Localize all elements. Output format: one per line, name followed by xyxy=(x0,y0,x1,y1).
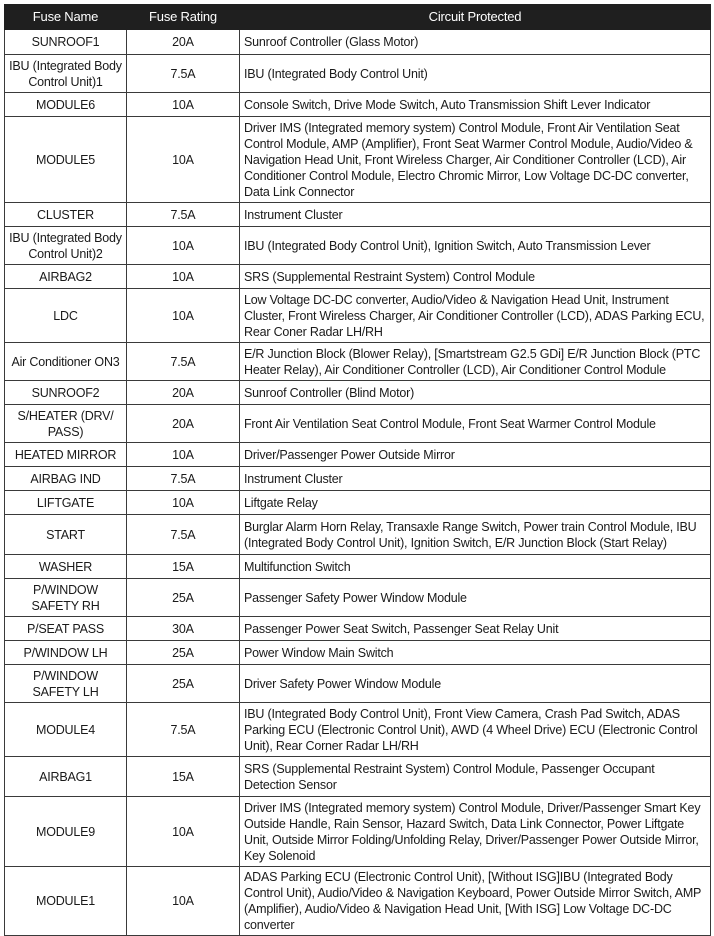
circuit-protected-cell: Low Voltage DC-DC converter, Audio/Video & Navigation Head Unit, Instrument Cluster, Front Wireless Charger, Air Conditioner Controller (LCD), ADAS Parking ECU, Rear Coner Radar LH/RH xyxy=(240,289,711,343)
fuse-rating-cell: 10A xyxy=(127,93,240,117)
table-row xyxy=(5,55,711,93)
circuit-protected-cell: Driver IMS (Integrated memory system) Control Module, Driver/Passenger Smart Key Outside Handle, Rain Sensor, Hazard Switch, Data Link Connector, Power Liftgate Unit, Outside Mirror Folding/Unfolding Relay, Driver/Passenger Power Outside Mirror, Key Solenoid xyxy=(240,797,711,867)
fuse-name-cell: P/WINDOW LH xyxy=(5,641,127,665)
fuse-rating-cell: 10A xyxy=(127,443,240,467)
circuit-protected-cell: IBU (Integrated Body Control Unit), Front View Camera, Crash Pad Switch, ADAS Parking ECU (Electronic Control Unit), AWD (4 Wheel Drive) ECU (Electronic Control Unit), Rear Corner Radar LH/RH xyxy=(240,703,711,757)
table-row xyxy=(5,617,711,641)
fuse-name-cell: P/WINDOW SAFETY LH xyxy=(5,665,127,703)
fuse-name-cell: MODULE6 xyxy=(5,93,127,117)
fuse-name-cell: MODULE4 xyxy=(5,703,127,757)
circuit-protected-cell: IBU (Integrated Body Control Unit), Ignition Switch, Auto Transmission Lever xyxy=(240,227,711,265)
circuit-protected-cell: Passenger Safety Power Window Module xyxy=(240,579,711,617)
fuse-name-cell: AIRBAG IND xyxy=(5,467,127,491)
fuse-name-cell: MODULE9 xyxy=(5,797,127,867)
table-row xyxy=(5,443,711,467)
fuse-rating-cell: 10A xyxy=(127,289,240,343)
table-row xyxy=(5,665,711,703)
fuse-rating-cell: 10A xyxy=(127,867,240,936)
table-row xyxy=(5,467,711,491)
table-row xyxy=(5,227,711,265)
circuit-protected-cell: Power Window Main Switch xyxy=(240,641,711,665)
header-fuse-name: Fuse Name xyxy=(5,5,127,30)
fuse-rating-cell: 10A xyxy=(127,117,240,203)
circuit-protected-cell: Liftgate Relay xyxy=(240,491,711,515)
circuit-protected-cell: Sunroof Controller (Blind Motor) xyxy=(240,381,711,405)
table-row xyxy=(5,555,711,579)
table-row xyxy=(5,117,711,203)
circuit-protected-cell: Instrument Cluster xyxy=(240,203,711,227)
table-row xyxy=(5,757,711,797)
circuit-protected-cell: ADAS Parking ECU (Electronic Control Unit), [Without ISG]IBU (Integrated Body Control Unit), Audio/Video & Navigation Keyboard, Power Outside Mirror Switch, AMP (Amplifier), Audio/Video & Navigation Head Unit, [With ISG] Low Voltage DC-DC converter xyxy=(240,867,711,936)
fuse-name-cell: S/HEATER (DRV/ PASS) xyxy=(5,405,127,443)
fuse-name-cell: Air Conditioner ON3 xyxy=(5,343,127,381)
circuit-protected-cell: Driver IMS (Integrated memory system) Control Module, Front Air Ventilation Seat Control Module, AMP (Amplifier), Front Seat Warmer Control Module, Audio/Video & Navigation Head Unit, Front Wireless Charger, Air Conditioner Controller (LCD), Air Conditioner Control Module, Electro Chromic Mirror, Low Voltage DC-DC converter, Data Link Connector xyxy=(240,117,711,203)
table-row xyxy=(5,579,711,617)
circuit-protected-cell: Passenger Power Seat Switch, Passenger Seat Relay Unit xyxy=(240,617,711,641)
fuse-name-cell: MODULE5 xyxy=(5,117,127,203)
fuse-rating-cell: 10A xyxy=(127,797,240,867)
table-row xyxy=(5,491,711,515)
fuse-rating-cell: 25A xyxy=(127,641,240,665)
fuse-name-cell: IBU (Integrated Body Control Unit)1 xyxy=(5,55,127,93)
fuse-rating-cell: 15A xyxy=(127,757,240,797)
fuse-name-cell: HEATED MIRROR xyxy=(5,443,127,467)
circuit-protected-cell: Driver Safety Power Window Module xyxy=(240,665,711,703)
circuit-protected-cell: E/R Junction Block (Blower Relay), [Smartstream G2.5 GDi] E/R Junction Block (PTC Heater Relay), Air Conditioner Controller (LCD), Air Conditioner Control Module xyxy=(240,343,711,381)
fuse-name-cell: LIFTGATE xyxy=(5,491,127,515)
circuit-protected-cell: Burglar Alarm Horn Relay, Transaxle Range Switch, Power train Control Module, IBU (Integrated Body Control Unit), Ignition Switch, E/R Junction Block (Start Relay) xyxy=(240,515,711,555)
header-row xyxy=(5,5,711,30)
fuse-rating-cell: 7.5A xyxy=(127,343,240,381)
table-row xyxy=(5,265,711,289)
fuse-rating-cell: 7.5A xyxy=(127,203,240,227)
fuse-rating-cell: 7.5A xyxy=(127,467,240,491)
fuse-name-cell: IBU (Integrated Body Control Unit)2 xyxy=(5,227,127,265)
table-row xyxy=(5,203,711,227)
fuse-rating-cell: 10A xyxy=(127,227,240,265)
fuse-rating-cell: 25A xyxy=(127,579,240,617)
fuse-name-cell: AIRBAG2 xyxy=(5,265,127,289)
table-row xyxy=(5,515,711,555)
fuse-name-cell: LDC xyxy=(5,289,127,343)
table-header xyxy=(5,5,711,30)
fuse-rating-cell: 20A xyxy=(127,381,240,405)
circuit-protected-cell: Sunroof Controller (Glass Motor) xyxy=(240,30,711,55)
circuit-protected-cell: Instrument Cluster xyxy=(240,467,711,491)
circuit-protected-cell: Front Air Ventilation Seat Control Module, Front Seat Warmer Control Module xyxy=(240,405,711,443)
header-circuit-protected: Circuit Protected xyxy=(240,5,711,30)
table-row xyxy=(5,641,711,665)
table-body xyxy=(5,30,711,936)
fuse-name-cell: AIRBAG1 xyxy=(5,757,127,797)
fuse-rating-cell: 7.5A xyxy=(127,55,240,93)
circuit-protected-cell: Driver/Passenger Power Outside Mirror xyxy=(240,443,711,467)
fuse-name-cell: WASHER xyxy=(5,555,127,579)
table-row xyxy=(5,867,711,936)
table-row xyxy=(5,93,711,117)
header-fuse-rating: Fuse Rating xyxy=(127,5,240,30)
fuse-name-cell: SUNROOF2 xyxy=(5,381,127,405)
circuit-protected-cell: Console Switch, Drive Mode Switch, Auto Transmission Shift Lever Indicator xyxy=(240,93,711,117)
fuse-name-cell: P/WINDOW SAFETY RH xyxy=(5,579,127,617)
table-row xyxy=(5,703,711,757)
circuit-protected-cell: SRS (Supplemental Restraint System) Control Module, Passenger Occupant Detection Sensor xyxy=(240,757,711,797)
fuse-rating-cell: 7.5A xyxy=(127,703,240,757)
fuse-rating-cell: 20A xyxy=(127,30,240,55)
fuse-rating-cell: 15A xyxy=(127,555,240,579)
fuse-rating-cell: 7.5A xyxy=(127,515,240,555)
fuse-rating-cell: 20A xyxy=(127,405,240,443)
circuit-protected-cell: SRS (Supplemental Restraint System) Control Module xyxy=(240,265,711,289)
fuse-name-cell: SUNROOF1 xyxy=(5,30,127,55)
table-row xyxy=(5,381,711,405)
circuit-protected-cell: Multifunction Switch xyxy=(240,555,711,579)
table-row xyxy=(5,289,711,343)
fuse-rating-cell: 10A xyxy=(127,491,240,515)
fuse-rating-cell: 25A xyxy=(127,665,240,703)
fuse-name-cell: START xyxy=(5,515,127,555)
table-row xyxy=(5,30,711,55)
fuse-name-cell: MODULE1 xyxy=(5,867,127,936)
fuse-rating-cell: 30A xyxy=(127,617,240,641)
fuse-name-cell: CLUSTER xyxy=(5,203,127,227)
fuse-name-cell: P/SEAT PASS xyxy=(5,617,127,641)
table-row xyxy=(5,343,711,381)
fuse-rating-cell: 10A xyxy=(127,265,240,289)
circuit-protected-cell: IBU (Integrated Body Control Unit) xyxy=(240,55,711,93)
fuse-table xyxy=(4,4,711,936)
table-row xyxy=(5,797,711,867)
table-row xyxy=(5,405,711,443)
